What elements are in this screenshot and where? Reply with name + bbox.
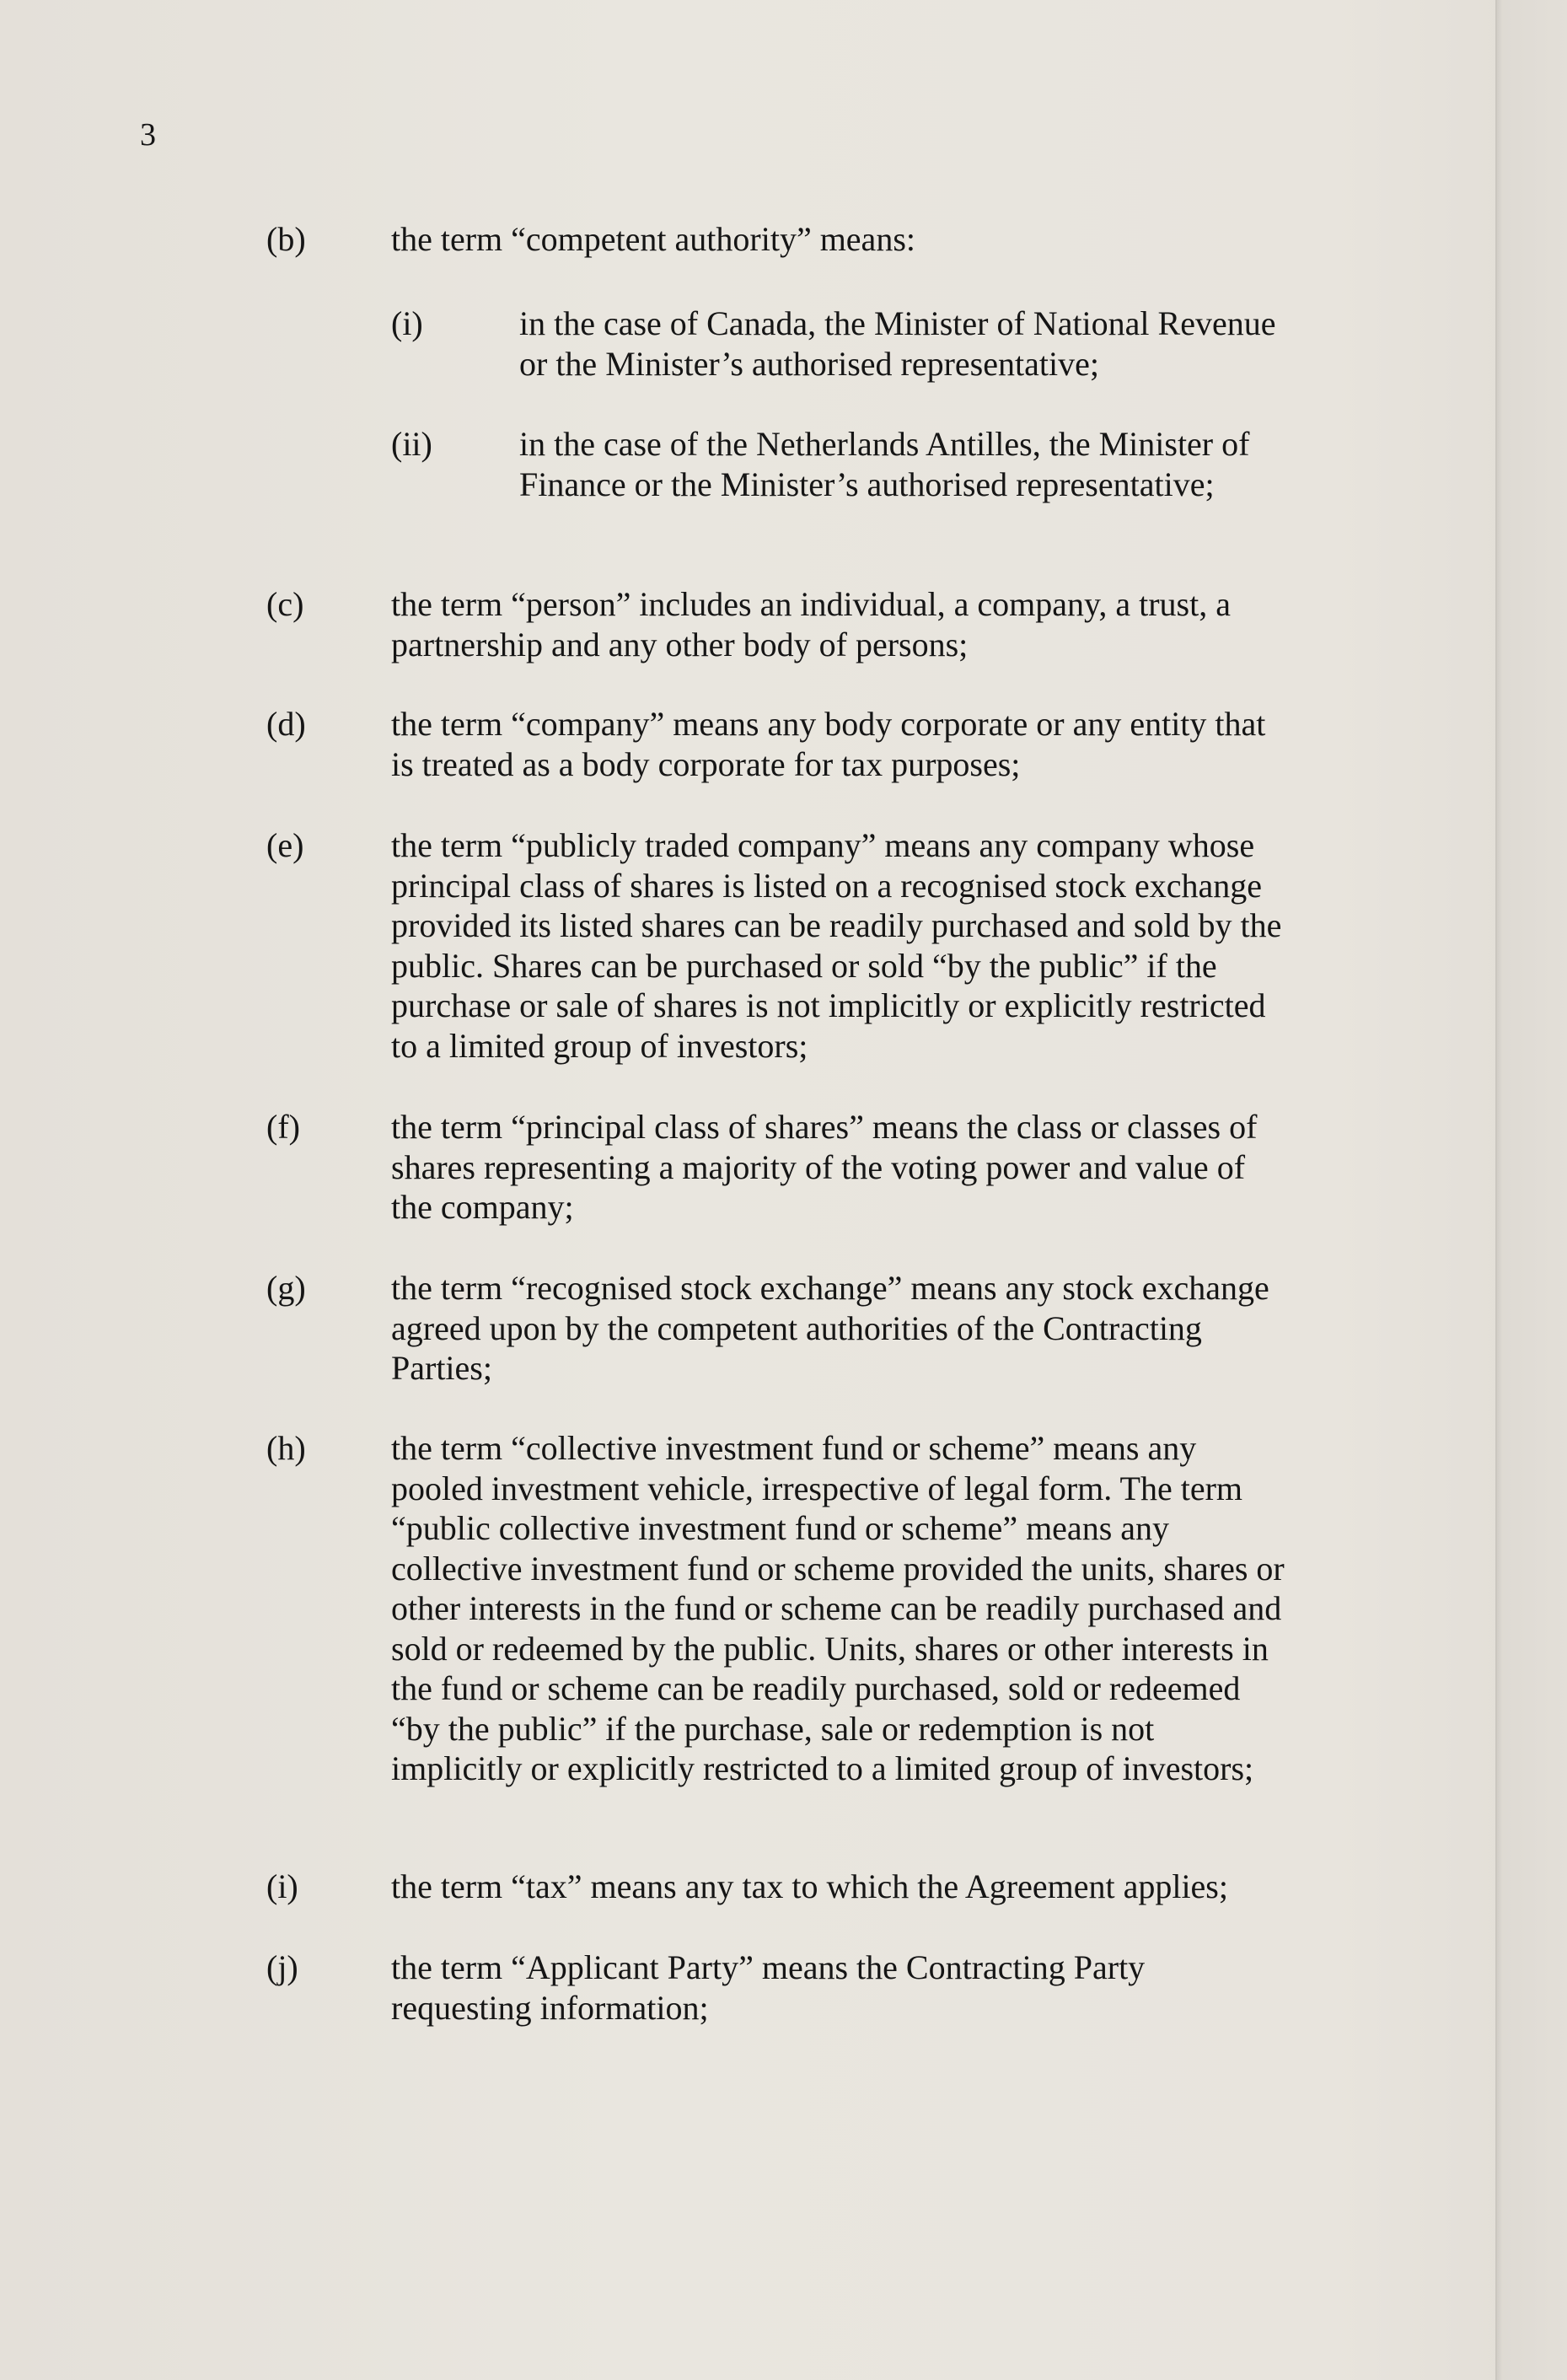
definition-label: (b) (266, 220, 306, 258)
definition-label: (i) (266, 1867, 298, 1905)
page-number: 3 (140, 117, 156, 153)
sub-definition-text: in the case of Canada, the Minister of National Revenue or the Minister’s authorised representative; (519, 304, 1276, 383)
definition-text: the term “collective investment fund or scheme” means any pooled investment vehicle, irrespective of legal form. The term “public collective investment fund or scheme” means any collective investment fund or scheme provided the units, shares or other interests in the fund or scheme can be readily purchased and sold or redeemed by the public. Units, shares or other interests in the fund or scheme can be readily purchased, sold or redeemed “by the public” if the purchase, sale or redemption is not implicitly or explicitly restricted to a limited group of investors; (391, 1429, 1285, 1787)
sub-definition-label: (i) (391, 304, 423, 342)
definition-text: the term “recognised stock exchange” means any stock exchange agreed upon by the competent authorities of the Contracting Parties; (391, 1269, 1269, 1387)
definition-text: the term “person” includes an individual, a company, a trust, a partnership and any other body of persons; (391, 585, 1231, 663)
definition-label: (j) (266, 1948, 298, 1986)
definition-text: the term “publicly traded company” means any company whose principal class of shares is listed on a recognised stock exchange provided its listed shares can be readily purchased and sold by the public. Shares can be purchased or sold “by the public” if the purchase or sale of shares is not implicitly or explicitly restricted to a limited group of investors; (391, 826, 1282, 1065)
definition-text: the term “Applicant Party” means the Contracting Party requesting information; (391, 1948, 1146, 2027)
definition-label: (h) (266, 1429, 306, 1467)
sub-definition-label: (ii) (391, 425, 432, 463)
definition-text: the term “company” means any body corporate or any entity that is treated as a body corporate for tax purposes; (391, 705, 1266, 783)
page-edge (1497, 0, 1567, 2380)
definition-label: (c) (266, 585, 304, 623)
definition-text: the term “principal class of shares” means the class or classes of shares representing a majority of the voting power and value of the company; (391, 1108, 1258, 1226)
definition-text: the term “tax” means any tax to which the Agreement applies; (391, 1867, 1228, 1905)
definition-label: (d) (266, 705, 306, 743)
definition-label: (f) (266, 1108, 300, 1146)
sub-definition-text: in the case of the Netherlands Antilles, the Minister of Finance or the Minister’s authorised representative; (519, 425, 1250, 503)
definition-label: (g) (266, 1269, 306, 1307)
definition-text: the term “competent authority” means: (391, 220, 915, 258)
definition-label: (e) (266, 826, 304, 864)
